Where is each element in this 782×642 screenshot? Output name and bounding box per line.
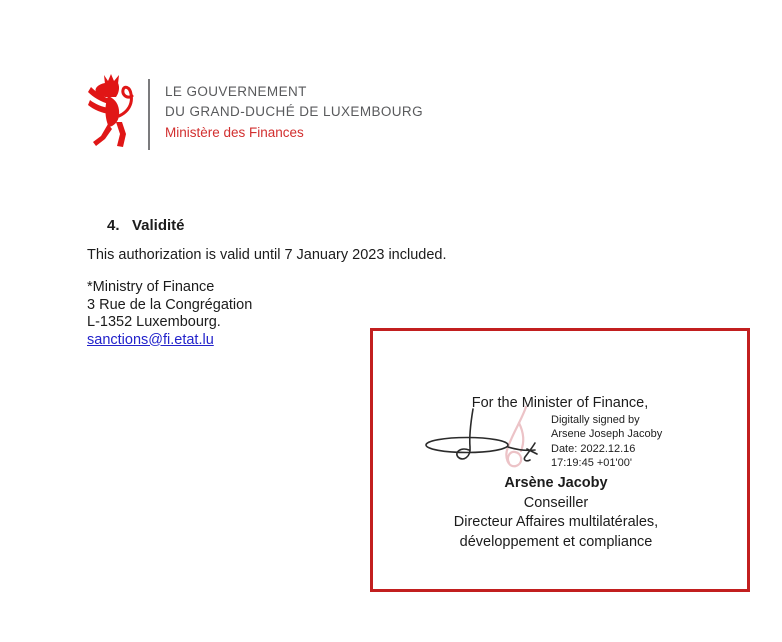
signer-title: Conseiller — [523, 494, 589, 511]
digital-signature-line: Arsene Joseph Jacoby — [551, 428, 663, 441]
email-link[interactable]: sanctions@fi.etat.lu — [87, 331, 214, 348]
ministry-name: Ministère des Finances — [165, 125, 304, 140]
section-heading — [107, 217, 185, 234]
section-number: 4. — [107, 217, 120, 234]
logo-text — [165, 82, 423, 143]
signer-role-line-1: Directeur Affaires multilatérales, — [453, 514, 659, 530]
section-title: Validité — [132, 217, 185, 234]
signature-intro: For the Minister of Finance, — [471, 395, 649, 411]
contact-line: 3 Rue de la Congrégation — [87, 296, 253, 313]
digital-signature-details — [551, 413, 662, 471]
contact-block — [87, 279, 252, 349]
validity-paragraph: This authorization is valid until 7 January 2023 included. — [87, 247, 447, 263]
government-line-2: DU GRAND-DUCHÉ DE LUXEMBOURG — [165, 103, 423, 119]
signer-role-line-2: développement et compliance — [459, 533, 653, 550]
signer-name: Arsène Jacoby — [504, 475, 608, 491]
digital-signature-line: Date: 2022.12.16 — [551, 442, 636, 455]
handwritten-signature-icon — [423, 405, 563, 477]
contact-line: L-1352 Luxembourg. — [87, 314, 221, 330]
signer-block — [369, 474, 743, 552]
signature-box — [370, 328, 750, 592]
luxembourg-lion-icon — [86, 72, 136, 150]
government-line-1: LE GOUVERNEMENT — [165, 84, 307, 99]
digital-signature-line: Digitally signed by — [551, 414, 640, 426]
digital-signature-line: 17:19:45 +01'00' — [551, 457, 632, 470]
contact-line: *Ministry of Finance — [87, 279, 215, 295]
logo-divider — [148, 79, 150, 150]
